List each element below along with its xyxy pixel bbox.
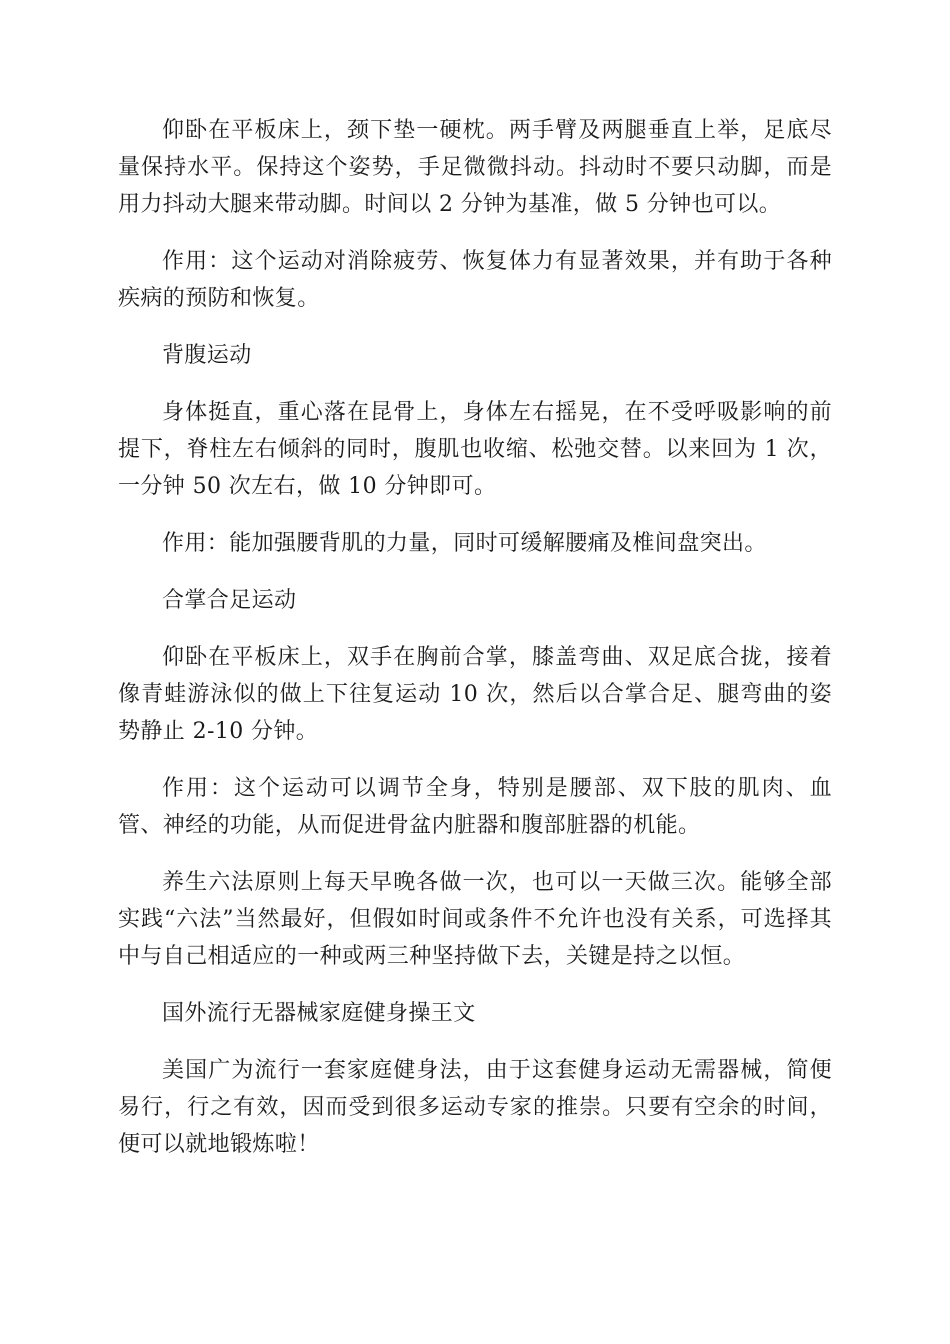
heading-back-abdomen-exercise: 背腹运动 bbox=[162, 343, 252, 368]
paragraph-back-abdomen: 身体挺直，重心落在昆骨上，身体左右摇晃，在不受呼吸影响的前提下，脊柱左右倾斜的同时，腹肌也收缩、松弛交替。以来回为 1 次，一分钟 50 次左右，做 10 分钟即可。 bbox=[118, 400, 832, 499]
paragraph-six-methods-summary: 养生六法原则上每天早晚各做一次，也可以一天做三次。能够全部实践“六法”当然最好，但假如时间或条件不允许也没有关系，可选择其中与自己相适应的一种或两三种坚持做下去，关键是持之以恒。 bbox=[118, 870, 832, 969]
paragraph-home-fitness-intro: 美国广为流行一套家庭健身法，由于这套健身运动无需器械，简便易行，行之有效，因而受到很多运动专家的推崇。只要有空余的时间，便可以就地锻炼啦！ bbox=[118, 1058, 832, 1157]
paragraph-palms-feet: 仰卧在平板床上，双手在胸前合掌，膝盖弯曲、双足底合拢，接着像青蛙游泳似的做上下往复运动 10 次，然后以合掌合足、腿弯曲的姿势静止 2-10 分钟。 bbox=[118, 645, 832, 744]
heading-home-fitness: 国外流行无器械家庭健身操王文 bbox=[162, 1001, 476, 1026]
paragraph-leg-shaking: 仰卧在平板床上，颈下垫一硬枕。两手臂及两腿垂直上举，足底尽量保持水平。保持这个姿势，手足微微抖动。抖动时不要只动脚，而是用力抖动大腿来带动脚。时间以 2 分钟为基准，做 5 分钟也可以。 bbox=[118, 118, 832, 217]
heading-palms-feet-exercise: 合掌合足运动 bbox=[162, 588, 297, 613]
paragraph-palms-feet-effect: 作用：这个运动可以调节全身，特别是腰部、双下肢的肌肉、血管、神经的功能，从而促进骨盆内脏器和腹部脏器的机能。 bbox=[118, 776, 832, 838]
paragraph-back-abdomen-effect: 作用：能加强腰背肌的力量，同时可缓解腰痛及椎间盘突出。 bbox=[162, 531, 767, 556]
paragraph-leg-shaking-effect: 作用：这个运动对消除疲劳、恢复体力有显著效果，并有助于各种疾病的预防和恢复。 bbox=[118, 249, 832, 311]
document-page bbox=[118, 112, 832, 1183]
